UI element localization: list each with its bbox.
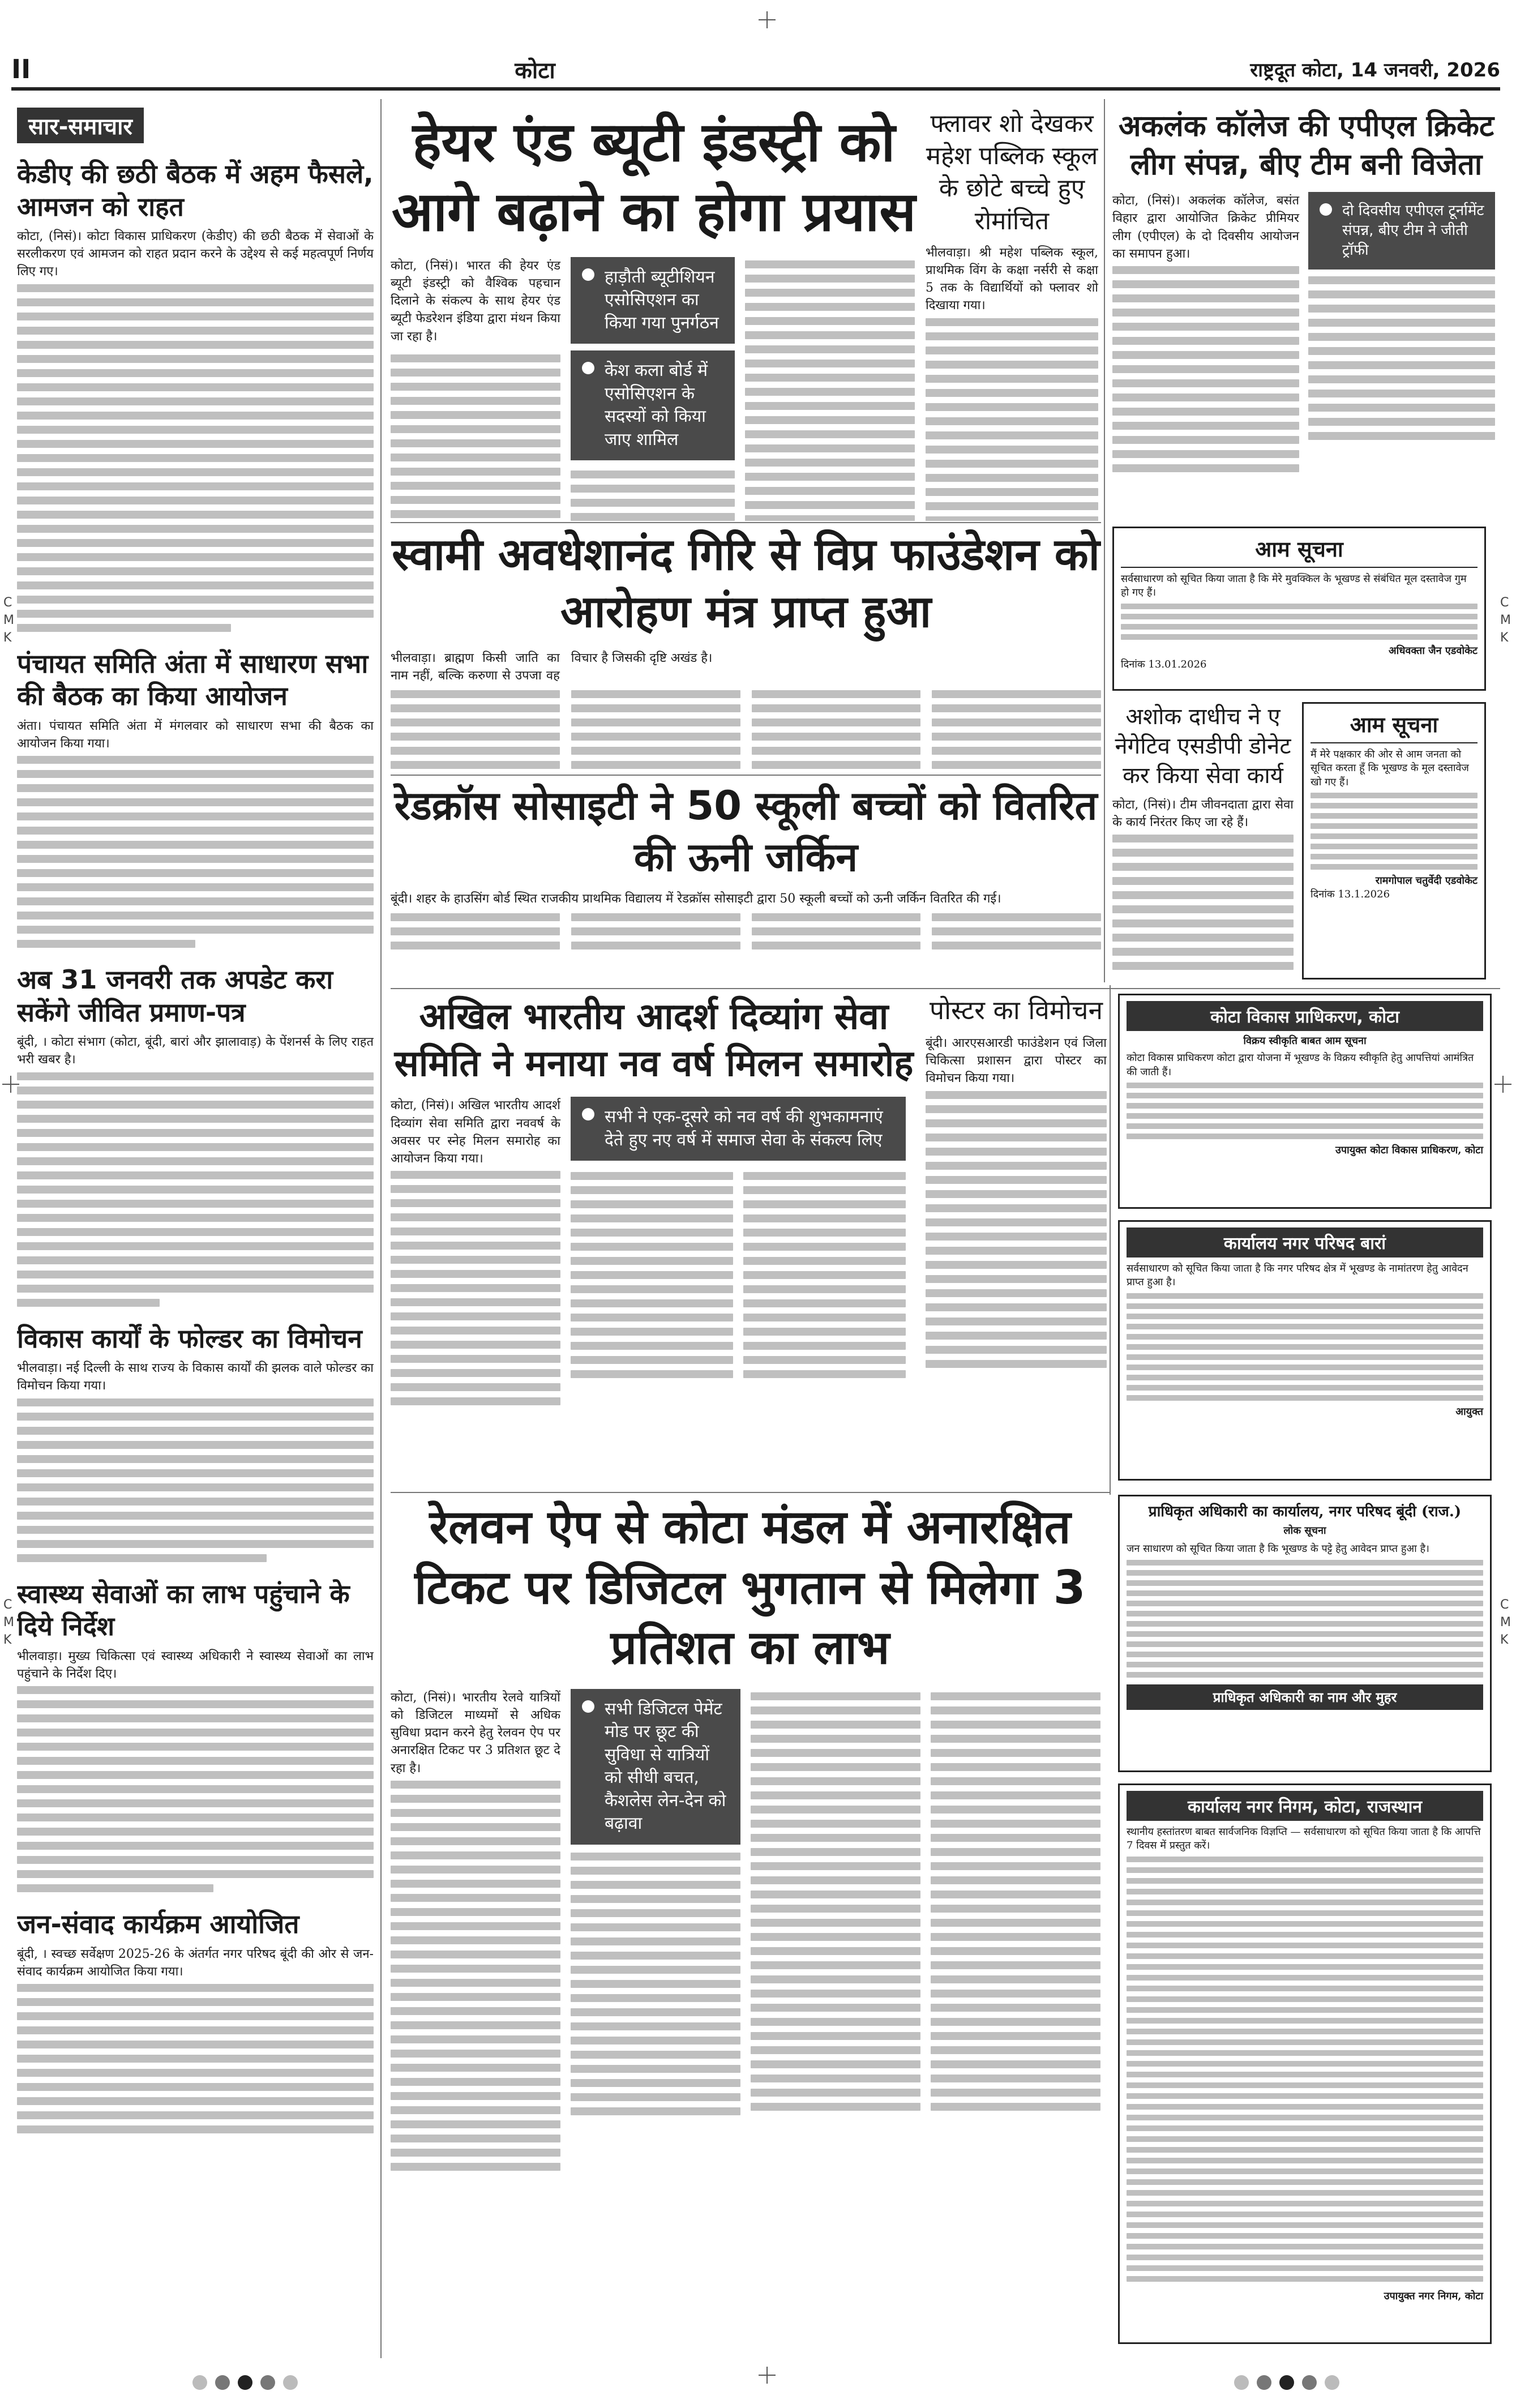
pension-text: बूंदी, । कोटा संभाग (कोटा, बूंदी, बारां और झालावाड़) के पेंशनर्स के लिए राहत भरी खबर है। [17, 1035, 374, 1067]
ashok-dadhich-body [1112, 835, 1294, 970]
section-rule [391, 1492, 1110, 1493]
section-rule [391, 775, 1101, 776]
kvda-notice-signoff: उपायुक्त कोटा विकास प्राधिकरण, कोटा [1335, 1144, 1483, 1156]
railone-headline: रेलवन ऐप से कोटा मंडल में अनारक्षित टिकट पर डिजिटल भुगतान से मिलेगा 3 प्रतिशत का लाभ [414, 1500, 1086, 1675]
cricket-body-1 [1112, 266, 1299, 472]
jan-samvad-text: बूंदी, । स्वच्छ सर्वेक्षण 2025-26 के अंतर्गत नगर परिषद बूंदी की ओर से जन-संवाद कार्यक्रम आयोजित किया गया। [17, 1947, 374, 1979]
bullet-icon [582, 268, 594, 281]
cricket-body-2 [1308, 276, 1495, 440]
color-dot [283, 2375, 298, 2390]
jan-samvad-body [17, 1984, 374, 2133]
pradhikrit-signoff: प्राधिकृत अधिकारी का नाम और मुहर [1127, 1684, 1483, 1710]
color-dots-right [1234, 2375, 1339, 2390]
pension-body [17, 1072, 374, 1307]
folder-text: भीलवाड़ा। नई दिल्ली के साथ राज्य के विकास कार्यों की झलक वाले फोल्डर का विमोचन किया गया। [17, 1361, 374, 1393]
divyang-body-1 [391, 1171, 560, 1405]
notice-1-body: सर्वसाधारण को सूचित किया जाता है कि मेरे मुवक्किल के भूखण्ड से संबंधित मूल दस्तावेज गुम हो गए हैं। [1121, 573, 1467, 599]
section-rule [391, 988, 1500, 989]
hair-beauty-body-3 [745, 260, 915, 521]
nagar-nigam-notice [1118, 1783, 1492, 2350]
divyang-headline: अखिल भारतीय आदर्श दिव्यांग सेवा समिति ने मनाया नव वर्ष मिलन समारोह [394, 996, 914, 1085]
hair-beauty-lead: कोटा, (निसं)। भारत की हेयर एंड ब्यूटी इंडस्ट्री को वैश्विक पहचान दिलाने के संकल्प के साथ हेयर एंड ब्यूटी फेडरेशन इंडिया द्वारा मंथन किया जा रहा है। [391, 258, 560, 344]
poster-article [926, 994, 1107, 1486]
edition-date: राष्ट्रदूत कोटा, 14 जनवरी, 2026 [1250, 59, 1500, 82]
cricket-headline: अकलंक कॉलेज की एपीएल क्रिकेट लीग संपन्न, बीए टीम बनी विजेता [1118, 109, 1494, 182]
color-dot [215, 2375, 230, 2390]
hair-beauty-headline: हेयर एंड ब्यूटी इंडस्ट्री को आगे बढ़ाने का होगा प्रयास [391, 110, 917, 243]
column-rule [1110, 985, 1111, 1495]
nagar-parishad-signoff: आयुक्त [1455, 1405, 1483, 1418]
railone-article [391, 1498, 1110, 2347]
flower-show-lead: भीलवाड़ा। श्री महेश पब्लिक स्कूल, प्राथमिक विंग के कक्षा नर्सरी से कक्षा 5 तक के विद्यार्थियों को फ्लावर शो दिखाया गया। [926, 245, 1098, 313]
registration-mark [1494, 1076, 1511, 1093]
ashok-dadhich-article [1112, 702, 1294, 985]
color-dot [1302, 2375, 1317, 2390]
bullet-icon [582, 1108, 594, 1120]
pradhikrit-title: प्राधिकृत अधिकारी का कार्यालय, नगर परिषद बूंदी (राज.) [1148, 1503, 1462, 1520]
notice-2-date: दिनांक 13.1.2026 [1311, 888, 1390, 901]
pradhikrit-body: जन साधारण को सूचित किया जाता है कि भूखण्ड के पट्टे हेतु आवेदन प्राप्त हुआ है। [1127, 1543, 1429, 1555]
column-rule [380, 99, 382, 2358]
bullet-icon [582, 1700, 594, 1713]
color-dot [238, 2375, 252, 2390]
cmk-mark-left-bottom: C M K [3, 1598, 14, 1647]
section-rule [391, 522, 1101, 523]
cmk-mark-right-top: C M K [1500, 596, 1511, 645]
nagar-nigam-title: कार्यालय नगर निगम, कोटा, राजस्थान [1127, 1791, 1483, 1821]
public-notice-1 [1112, 527, 1486, 696]
swami-article [391, 527, 1101, 770]
health-text: भीलवाड़ा। मुख्य चिकित्सा एवं स्वास्थ्य अधिकारी ने स्वास्थ्य सेवाओं का लाभ पहुंचाने के निर्देश दिए। [17, 1649, 374, 1681]
pradhikrit-subtitle: लोक सूचना [1283, 1525, 1326, 1537]
kvda-notice-subtitle: विक्रय स्वीकृति बाबत आम सूचना [1243, 1035, 1367, 1047]
page-number: II [11, 54, 31, 84]
hair-beauty-highlight-2: केश कला बोर्ड में एसोसिएशन के सदस्यों को किया जाए शामिल [571, 350, 735, 460]
color-dot [1325, 2375, 1339, 2390]
flower-show-article [926, 108, 1098, 521]
kvda-notice-title: कोटा विकास प्राधिकरण, कोटा [1127, 1001, 1483, 1031]
divyang-article [391, 994, 917, 1486]
registration-mark [759, 11, 776, 28]
swami-lead: भीलवाड़ा। ब्राह्मण किसी जाति का नाम नहीं, बल्कि करुणा से उपजा वह विचार है जिसकी दृष्टि अखंड है। [391, 651, 713, 683]
nagar-parishad-title: कार्यालय नगर परिषद बारां [1127, 1227, 1483, 1258]
nagar-parishad-notice [1118, 1220, 1492, 1486]
panchayat-text: अंता। पंचायत समिति अंता में मंगलवार को साधारण सभा की बैठक का आयोजन किया गया। [17, 718, 374, 751]
pension-headline: अब 31 जनवरी तक अपडेट करा सकेंगे जीवित प्रमाण-पत्र [17, 964, 333, 1028]
poster-body [926, 1091, 1107, 1368]
redcross-headline: रेडक्रॉस सोसाइटी ने 50 स्कूली बच्चों को वितरित की ऊनी जर्किन [394, 782, 1098, 880]
poster-lead: बूंदी। आरएसआरडी फाउंडेशन एवं जिला चिकित्सा प्रशासन द्वारा पोस्टर का विमोचन किया गया। [926, 1036, 1107, 1086]
panchayat-body [17, 756, 374, 948]
cmk-mark-left-top: C M K [3, 596, 14, 645]
divyang-lead: कोटा, (निसं)। अखिल भारतीय आदर्श दिव्यांग सेवा समिति द्वारा नववर्ष के अवसर पर स्नेह मिलन समारोह का आयोजन किया गया। [391, 1098, 560, 1166]
registration-mark [759, 2367, 776, 2384]
railone-body-2 [571, 1853, 740, 2115]
redcross-lead: बूंदी। शहर के हाउसिंग बोर्ड स्थित राजकीय प्राथमिक विद्यालय में रेडक्रॉस सोसाइटी द्वारा 50 स्कूली बच्चों को ऊनी जर्किन वितरित की गई। [391, 892, 1001, 906]
railone-lead: कोटा, (निसं)। भारतीय रेलवे यात्रियों को डिजिटल माध्यमों से अधिक सुविधा प्रदान करने हेतु रेलवन ऐप पर अनारक्षित टिकट पर 3 प्रतिशत छूट दे रहा है। [391, 1690, 560, 1776]
notice-1-title: आम सूचना [1121, 534, 1478, 568]
folder-body [17, 1398, 374, 1562]
color-dot [260, 2375, 275, 2390]
kvda-notice [1118, 994, 1492, 1214]
railone-body-1 [391, 1781, 560, 2171]
divyang-body-2 [571, 1169, 906, 1378]
flower-show-headline: फ्लावर शो देखकर महेश पब्लिक स्कूल के छोटे बच्चे हुए रोमांचित [926, 109, 1098, 236]
redcross-body [391, 910, 1101, 949]
hair-beauty-highlight-1: हाड़ौती ब्यूटीशियन एसोसिएशन का किया गया पुनर्गठन [571, 257, 735, 344]
jan-samvad-headline: जन-संवाद कार्यक्रम आयोजित [17, 1909, 299, 1940]
color-dot [1234, 2375, 1249, 2390]
flower-show-body [926, 318, 1098, 521]
nagar-parishad-body: सर्वसाधारण को सूचित किया जाता है कि नगर परिषद क्षेत्र में भूखण्ड के नामांतरण हेतु आवेदन प्राप्त हुआ है। [1127, 1263, 1468, 1289]
health-headline: स्वास्थ्य सेवाओं का लाभ पहुंचाने के दिये निर्देश [17, 1578, 350, 1642]
ashok-dadhich-lead: कोटा, (निसं)। टीम जीवनदाता द्वारा सेवा के कार्य निरंतर किए जा रहे हैं। [1112, 798, 1294, 830]
news-brief-column [17, 108, 374, 2361]
hair-beauty-article [391, 108, 917, 521]
swami-body [391, 687, 1101, 769]
city-label: कोटा [515, 57, 555, 84]
masthead [11, 51, 1500, 91]
divyang-highlight: सभी ने एक-दूसरे को नव वर्ष की शुभकामनाएं देते हुए नए वर्ष में समाज सेवा के संकल्प लिए [571, 1097, 906, 1161]
health-body [17, 1686, 374, 1892]
nagar-nigam-body: स्थानीय हस्तांतरण बाबत सार्वजनिक विज्ञप्ति — सर्वसाधारण को सूचित किया जाता है कि आपत्ति 7 दिवस में प्रस्तुत करें। [1127, 1826, 1481, 1852]
notice-2-body: मैं मेरे पक्षकार की ओर से आम जनता को सूचित करता हूँ कि भूखण्ड के मूल दस्तावेज खो गए हैं। [1311, 749, 1469, 788]
section-tag: सार-समाचार [17, 108, 144, 143]
kvda-notice-body: कोटा विकास प्राधिकरण कोटा द्वारा योजना में भूखण्ड के विक्रय स्वीकृति हेतु आपत्तियां आमंत्रित की जाती हैं। [1127, 1052, 1474, 1078]
panchayat-headline: पंचायत समिति अंता में साधारण सभा की बैठक का किया आयोजन [17, 648, 369, 712]
cricket-lead: कोटा, (निसं)। अकलंक कॉलेज, बसंत विहार द्वारा आयोजित क्रिकेट प्रीमियर लीग (एपीएल) के दो दिवसीय आयोजन का समापन हुआ। [1112, 194, 1299, 261]
swami-headline: स्वामी अवधेशानंद गिरि से विप्र फाउंडेशन को आरोहण मंत्र प्राप्त हुआ [392, 529, 1100, 638]
cricket-highlight: दो दिवसीय एपीएल टूर्नामेंट संपन्न, बीए टीम ने जीती ट्रॉफी [1308, 192, 1495, 270]
color-dot [1257, 2375, 1271, 2390]
ashok-dadhich-headline: अशोक दाधीच ने ए नेगेटिव एसडीपी डोनेट कर किया सेवा कार्य [1115, 704, 1291, 789]
color-dot [1279, 2375, 1294, 2390]
folder-headline: विकास कार्यों के फोल्डर का विमोचन [17, 1323, 362, 1354]
notice-2-signoff: रामगोपाल चतुर्वेदी एडवोकेट [1375, 874, 1478, 887]
poster-headline: पोस्टर का विमोचन [929, 995, 1103, 1025]
kda-meeting-body [17, 284, 374, 632]
redcross-article [391, 780, 1101, 984]
color-dots-left [192, 2375, 298, 2390]
hair-beauty-body-1 [391, 354, 560, 521]
railone-body-4 [931, 1692, 1100, 2171]
railone-highlight: सभी डिजिटल पेमेंट मोड पर छूट की सुविधा से यात्रियों को सीधी बचत, कैशलेस लेन-देन को बढ़ावा [571, 1689, 740, 1845]
notice-2-title: आम सूचना [1311, 709, 1478, 743]
notice-1-date: दिनांक 13.01.2026 [1121, 658, 1207, 670]
kda-meeting-headline: केडीए की छठी बैठक में अहम फैसले, आमजन को राहत [17, 159, 374, 222]
notice-1-signoff: अधिवक्ता जैन एडवोकेट [1388, 644, 1478, 657]
pradhikrit-notice [1118, 1495, 1492, 1778]
nagar-nigam-signoff: उपायुक्त नगर निगम, कोटा [1384, 2290, 1483, 2302]
hair-beauty-body-2 [571, 471, 735, 521]
bullet-icon [1320, 203, 1332, 216]
cmk-mark-right-bottom: C M K [1500, 1598, 1511, 1647]
railone-body-3 [751, 1692, 920, 2171]
column-rule [1104, 99, 1105, 982]
color-dot [192, 2375, 207, 2390]
public-notice-2 [1302, 702, 1486, 985]
kda-meeting-text: कोटा, (निसं)। कोटा विकास प्राधिकरण (केडीए) की छठी बैठक में सेवाओं के सरलीकरण एवं आमजन को राहत प्रदान करने के उद्देश्य से कई महत्वपूर्ण निर्णय लिए गए। [17, 229, 374, 279]
bullet-icon [582, 362, 594, 374]
cricket-article [1112, 108, 1500, 521]
